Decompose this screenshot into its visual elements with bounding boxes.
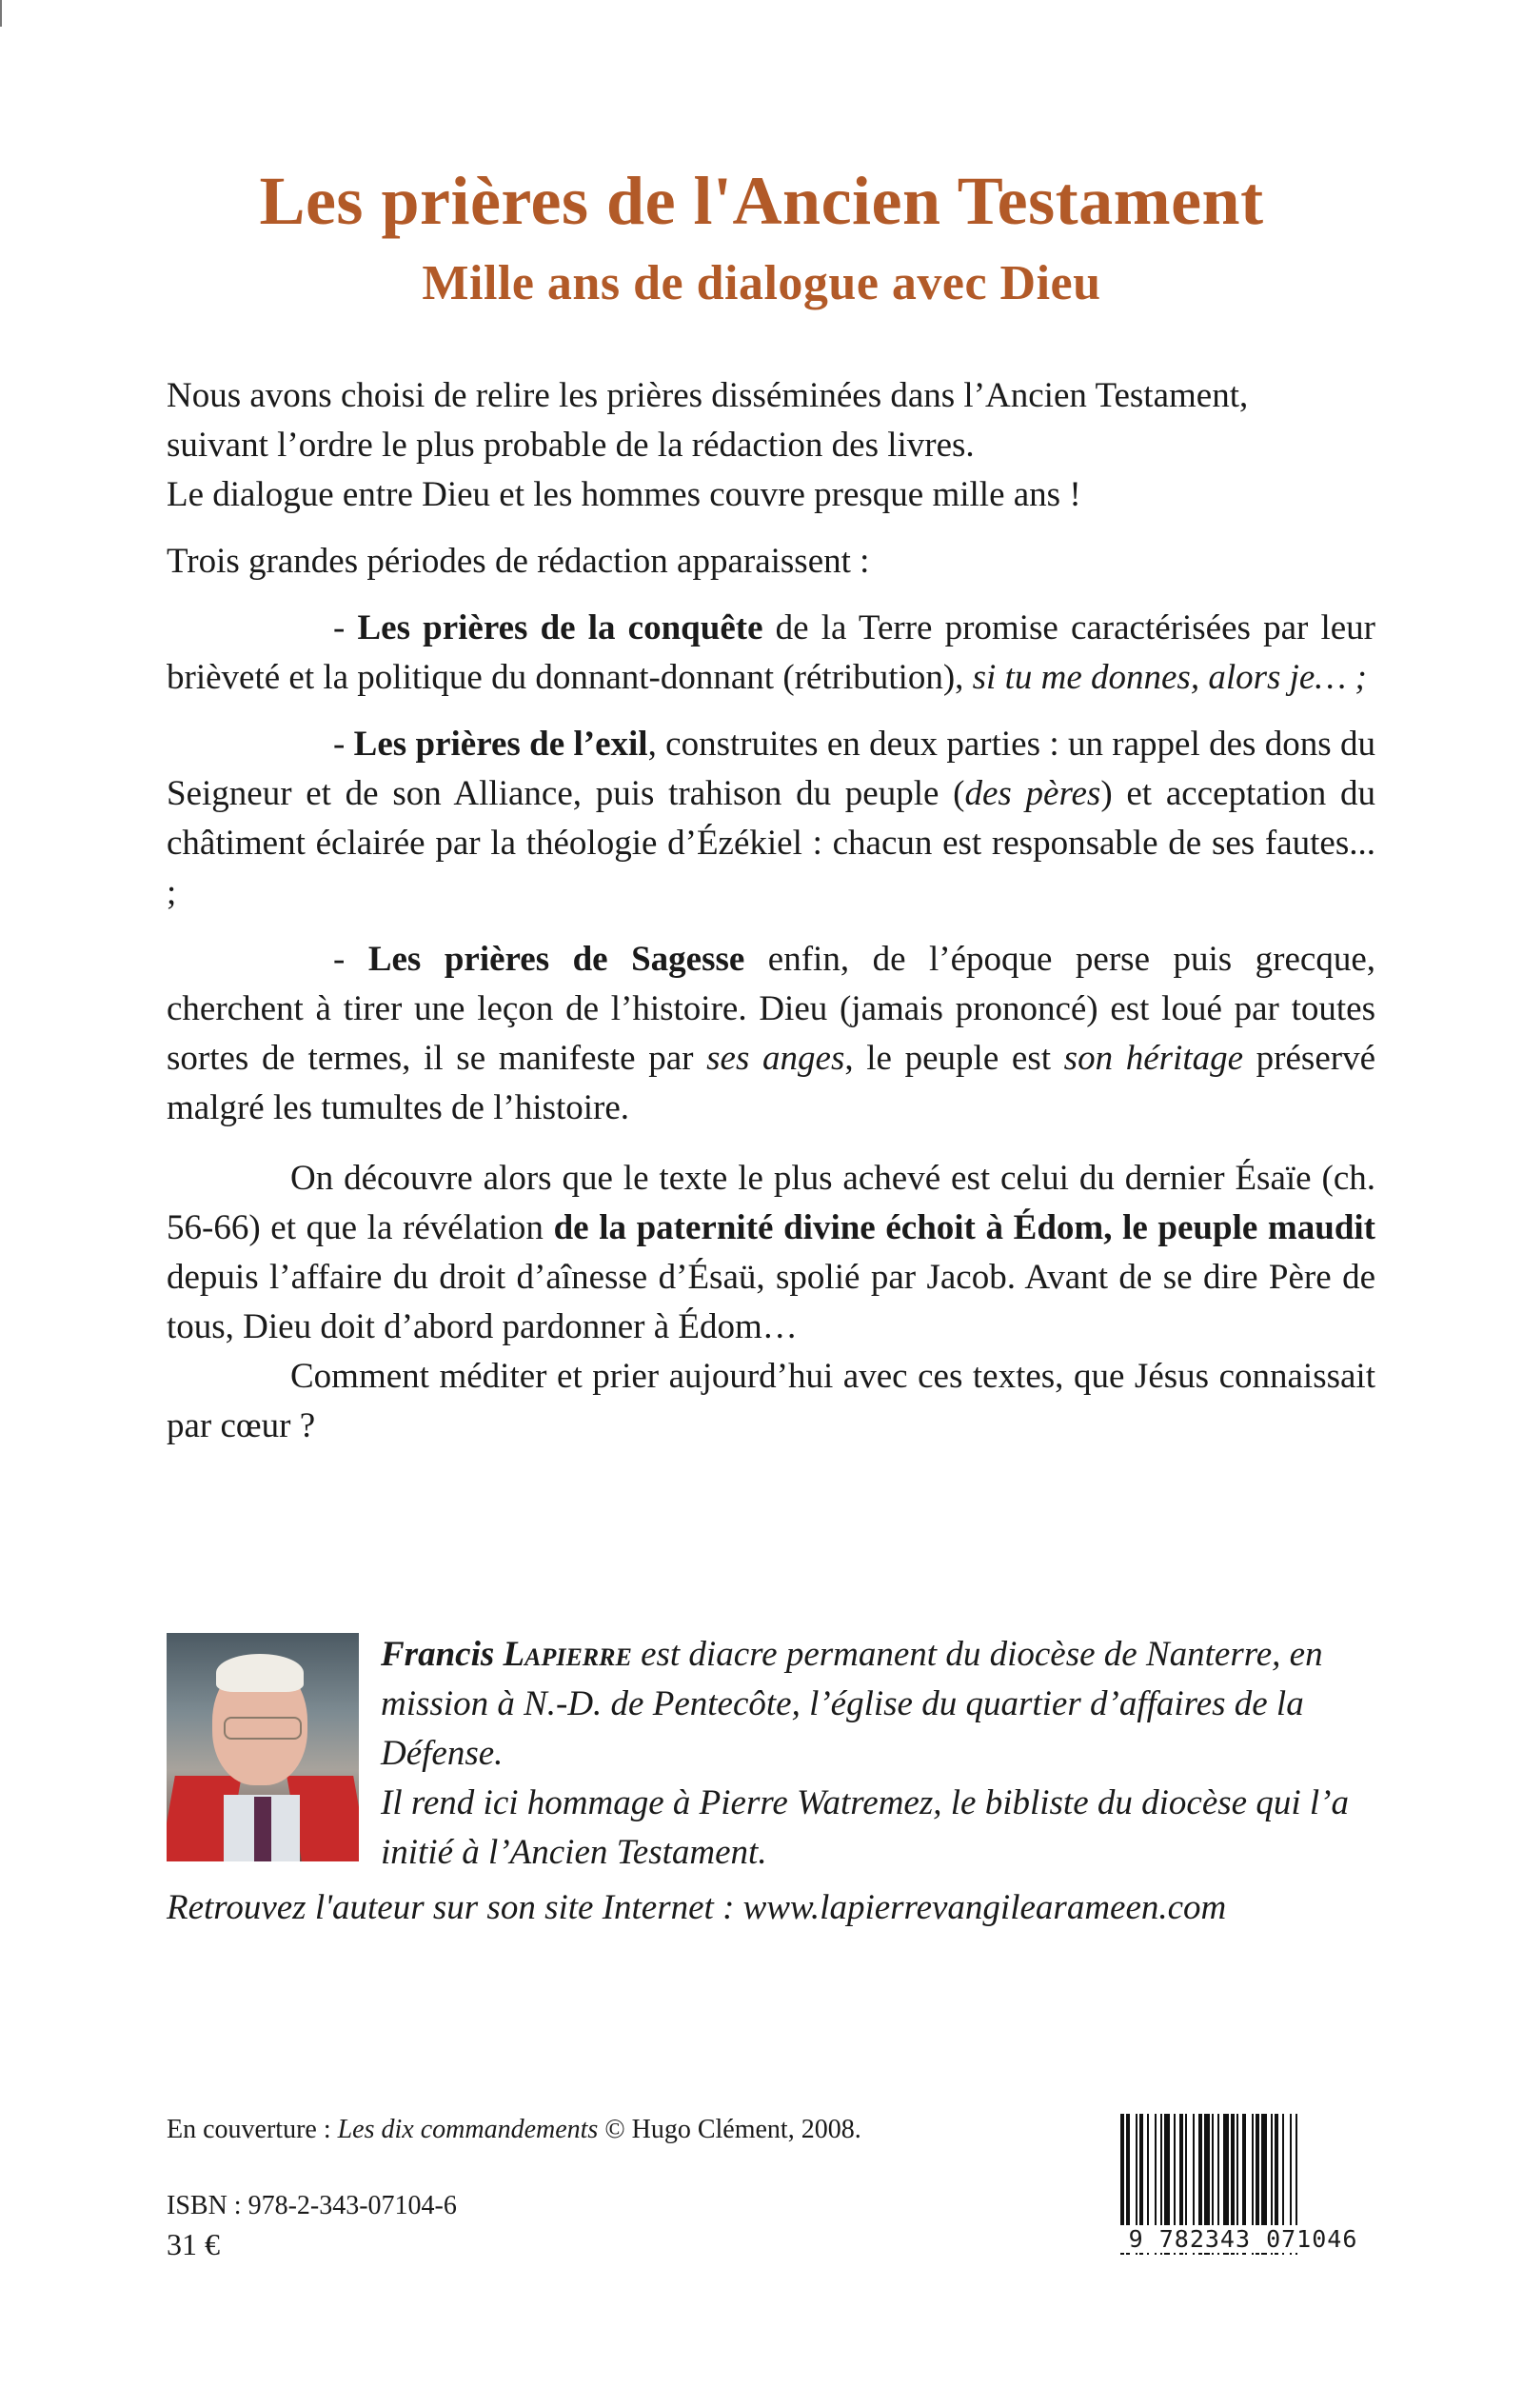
conclusion-paragraph: On découvre alors que le texte le plus achevé est celui du dernier Ésaïe (ch. 56-66) et que la révélation de la paternité divine échoit à Édom, le peuple maudit depuis l’affaire du droit d’aînesse d’Ésaü, spolié par Jacob. Avant de se dire Père de tous, Dieu doit d’abord pardonner à Édom… [167,1159,1375,1346]
back-cover-text [167,371,1375,1451]
closing-question: Comment méditer et prier aujourd’hui avec ces textes, que Jésus connaissait par cœur ? [167,1357,1375,1445]
period-sagesse-title: Les prières de Sagesse [367,940,745,979]
author-bio: Francis Lapierre est diacre permanent du diocèse de Nanterre, en mission à N.-D. de Pentecôte, l’église du quartier d’affaires de la Défense. Il rend ici hommage à Pierre Watremez, le bibliste du diocèse qui l’a initié à l’Ancien Testament. [381,1630,1375,1878]
author-section [167,1630,1375,1968]
intro-line: Le dialogue entre Dieu et les hommes couvre presque mille ans ! [167,475,1081,514]
barcode-number: 9 782343 071046 [1107,2225,1379,2253]
intro-line: Nous avons choisi de relire les prières disséminées dans l’Ancien Testament, [167,376,1249,415]
period-conquete-title: Les prières de la conquête [357,608,763,647]
crop-mark [0,0,2,27]
period-conquete: - Les prières de la conquête de la Terre promise caractérisées par leur brièveté et la politique du donnant-donnant (rétribution), si tu me donnes, alors je… ; [167,608,1375,697]
period-exil: - Les prières de l’exil, construites en deux parties : un rappel des dons du Seigneur et de son Alliance, puis trahison du peuple (des pères) et acceptation du châtiment éclairée par la théologie d’Ézékiel : chacun est responsable de ses fautes... ; [167,725,1375,912]
author-website: Retrouvez l'auteur sur son site Internet : www.lapierrevangilearameen.com [167,1888,1227,1927]
book-title: Les prières de l'Ancien Testament [259,163,1264,239]
periods-intro: Trois grandes périodes de rédaction apparaissent : [167,542,870,581]
intro-line: suivant l’ordre le plus probable de la rédaction des livres. [167,426,975,465]
period-sagesse: - Les prières de Sagesse enfin, de l’époque perse puis grecque, cherchent à tirer une leçon de l’histoire. Dieu (jamais prononcé) est loué par toutes sortes de termes, il se manifeste par ses anges, le peuple est son héritage préservé malgré les tumultes de l’histoire. [167,940,1375,1127]
price: 31 € [167,2227,220,2261]
author-last-name: Lapierre [503,1635,632,1674]
book-subtitle: Mille ans de dialogue avec Dieu [422,256,1101,310]
isbn: ISBN : 978-2-343-07104-6 [167,2191,457,2220]
author-tribute: Il rend ici hommage à Pierre Watremez, le bibliste du diocèse qui l’a initié à l’Ancien Testament. [381,1783,1349,1872]
cover-credit: En couverture : Les dix commandements © Hugo Clément, 2008. [167,2115,861,2144]
author-first-name: Francis [381,1635,495,1674]
period-exil-title: Les prières de l’exil [353,725,648,764]
conclusion-highlight: de la paternité divine échoit à Édom, le peuple maudit [553,1208,1375,1247]
intro-paragraph [167,371,1375,520]
